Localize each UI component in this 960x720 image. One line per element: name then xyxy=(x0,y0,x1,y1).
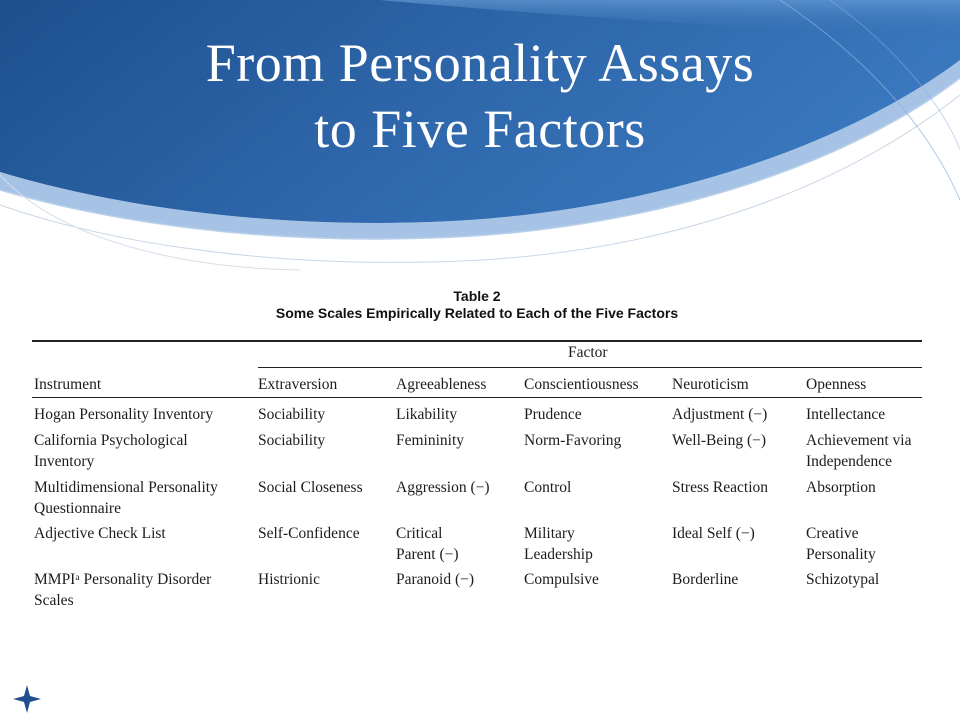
cell-line: Histrionic xyxy=(258,571,320,588)
table-cell-conscientiousness xyxy=(524,523,593,565)
cell-line: Scales xyxy=(34,592,74,609)
cell-line: Military xyxy=(524,525,575,542)
cell-line: Self-Confidence xyxy=(258,525,360,542)
cell-line: Leadership xyxy=(524,546,593,563)
table-cell-neuroticism xyxy=(672,569,738,590)
cell-line: Independence xyxy=(806,453,893,470)
cell-line: Paranoid (−) xyxy=(396,571,475,588)
table-cell-agreeableness xyxy=(396,523,459,565)
cell-line: Inventory xyxy=(34,453,95,470)
table-cell-neuroticism xyxy=(672,404,767,425)
cell-line: Adjustment (−) xyxy=(672,406,768,423)
cell-line: Sociability xyxy=(258,406,326,423)
cell-line: Ideal Self (−) xyxy=(672,525,755,542)
cell-line: Well-Being (−) xyxy=(672,432,767,449)
cell-line: Creative xyxy=(806,525,859,542)
cell-line: Critical xyxy=(396,525,443,542)
table-cell-conscientiousness xyxy=(524,477,571,498)
table-cell-openness xyxy=(806,404,885,425)
table-cell-extraversion xyxy=(258,430,325,451)
table-cell-neuroticism xyxy=(672,477,768,498)
table-cell-neuroticism xyxy=(672,430,766,451)
table-title: Some Scales Empirically Related to Each of the Five Factors xyxy=(275,305,679,321)
cell-line: Borderline xyxy=(672,571,739,588)
cell-line: Questionnaire xyxy=(34,500,121,517)
table-cell-extraversion xyxy=(258,523,360,544)
table-cell-agreeableness xyxy=(396,477,490,498)
table-cell-conscientiousness xyxy=(524,404,582,425)
cell-line: Compulsive xyxy=(524,571,599,588)
column-header-openness: Openness xyxy=(806,376,867,393)
header-bottom-rule xyxy=(32,397,922,398)
star-bullet-icon xyxy=(12,684,42,714)
cell-line: California Psychological xyxy=(34,432,188,449)
cell-line: Adjective Check List xyxy=(34,525,166,542)
cell-line: Multidimensional Personality xyxy=(34,479,218,496)
cell-line: Femininity xyxy=(396,432,465,449)
cell-line: Social Closeness xyxy=(258,479,363,496)
slide-title-line-2: to Five Factors xyxy=(314,99,646,159)
cell-line: Achievement via xyxy=(806,432,912,449)
table-cell-instrument xyxy=(34,404,213,425)
cell-line: Intellectance xyxy=(806,406,886,423)
table-cell-openness xyxy=(806,477,876,498)
slide-title xyxy=(0,30,960,162)
column-header-neuroticism: Neuroticism xyxy=(672,376,749,393)
table-cell-agreeableness xyxy=(396,404,457,425)
column-header-agreeableness: Agreeableness xyxy=(396,376,487,393)
table-cell-extraversion xyxy=(258,477,363,498)
cell-line: Hogan Personality Inventory xyxy=(34,406,214,423)
column-header-conscientiousness: Conscientiousness xyxy=(524,376,639,393)
cell-line: Prudence xyxy=(524,406,582,423)
factor-spanner: Factor xyxy=(568,344,608,361)
table-cell-openness xyxy=(806,430,911,472)
column-header-instrument: Instrument xyxy=(34,376,102,393)
cell-line: Aggression (−) xyxy=(396,479,490,496)
cell-line: Sociability xyxy=(258,432,326,449)
table-cell-openness xyxy=(806,569,879,590)
table-cell-instrument xyxy=(34,523,166,544)
column-header-extraversion: Extraversion xyxy=(258,376,338,393)
cell-line: Norm-Favoring xyxy=(524,432,622,449)
factor-spanner-rule xyxy=(258,367,922,368)
table-cell-neuroticism xyxy=(672,523,755,544)
table-cell-agreeableness xyxy=(396,430,464,451)
cell-line: Likability xyxy=(396,406,458,423)
cell-line: Schizotypal xyxy=(806,571,880,588)
cell-line: MMPIᵃ Personality Disorder xyxy=(34,571,212,588)
table-top-rule xyxy=(32,340,922,342)
table-cell-instrument xyxy=(34,477,218,519)
table-cell-instrument xyxy=(34,569,211,611)
table-cell-conscientiousness xyxy=(524,569,599,590)
table-cell-openness xyxy=(806,523,876,565)
cell-line: Parent (−) xyxy=(396,546,459,563)
slide-title-line-1: From Personality Assays xyxy=(205,33,755,93)
table-number: Table 2 xyxy=(453,288,501,304)
cell-line: Absorption xyxy=(806,479,876,496)
table-cell-extraversion xyxy=(258,404,325,425)
table-caption xyxy=(32,288,922,322)
cell-line: Control xyxy=(524,479,572,496)
table-cell-agreeableness xyxy=(396,569,474,590)
table-cell-conscientiousness xyxy=(524,430,621,451)
cell-line: Personality xyxy=(806,546,876,563)
table-cell-extraversion xyxy=(258,569,320,590)
cell-line: Stress Reaction xyxy=(672,479,768,496)
table-cell-instrument xyxy=(34,430,188,472)
